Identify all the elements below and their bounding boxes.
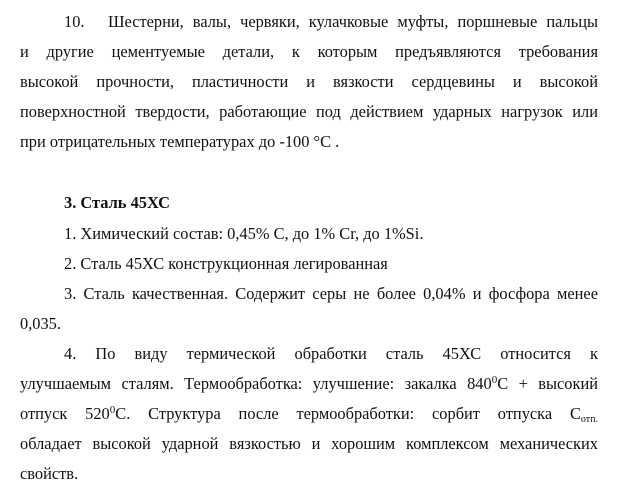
paragraph-4-line-4: обладает высокой ударной вязкостью и хорошим комплексом механических <box>20 434 598 453</box>
paragraph-1: 1. Химический состав: 0,45% С, до 1% Cr, до 1%Si. <box>64 224 424 243</box>
item10-line-1: Шестерни, валы, червяки, кулачковые муфты, поршневые пальцы <box>108 12 598 31</box>
p4-line2-text-b: С + высокий <box>497 374 598 393</box>
p4-line3-text-a: отпуск 520 <box>20 404 110 423</box>
p4-line2-text-a: улучшаемым сталям. Термообработка: улучшение: закалка 840 <box>20 374 492 393</box>
paragraph-4-line-3 <box>20 404 598 424</box>
paragraph-3-line-1: 3. Сталь качественная. Содержит серы не более 0,04% и фосфора менее <box>64 284 598 303</box>
item10-line-2: и другие цементуемые детали, к которым предъявляются требования <box>20 42 598 61</box>
item10-line-3: высокой прочности, пластичности и вязкости сердцевины и высокой <box>20 72 598 91</box>
item10-line-5: при отрицательных температурах до -100 °С . <box>20 132 340 151</box>
p4-line3-text-b: С. Структура после термообработки: сорбит отпуска С <box>115 404 581 423</box>
item-number: 10. <box>64 12 85 31</box>
paragraph-4-line-5: свойств. <box>20 464 79 483</box>
item10-line-4: поверхностной твердости, работающие под действием ударных нагрузок или <box>20 102 598 121</box>
degree-sup: 0 <box>491 374 498 386</box>
paragraph-2: 2. Сталь 45ХС конструкционная легированная <box>64 254 388 273</box>
subscript-otp: отп. <box>580 414 599 425</box>
paragraph-4-line-1: 4. По виду термической обработки сталь 45ХС относится к <box>64 344 598 363</box>
section-heading: 3. Сталь 45ХС <box>64 193 171 212</box>
degree-sup-2: 0 <box>109 404 116 416</box>
paragraph-3-line-2: 0,035. <box>20 314 61 333</box>
paragraph-4-line-2 <box>20 374 598 394</box>
